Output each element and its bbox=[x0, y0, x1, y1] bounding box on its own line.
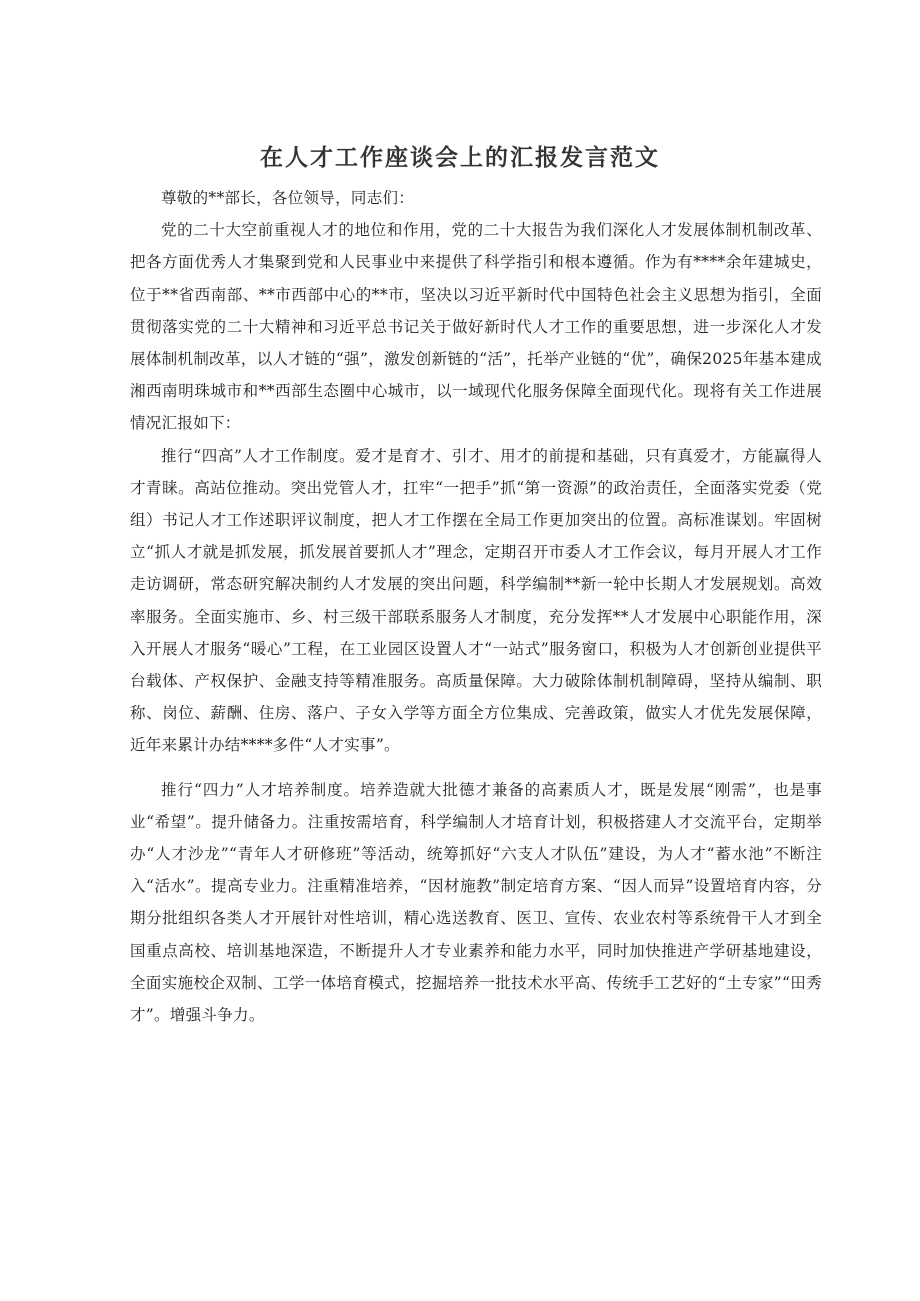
intro-paragraph: 党的二十大空前重视人才的地位和作用，党的二十大报告为我们深化人才发展体制机制改革、把各方面优秀人才集聚到党和人民事业中来提供了科学指引和根本遵循。作为有****余年建城史，位于**省西南部、**市西部中心的**市，坚决以习近平新时代中国特色社会主义思想为指引，全面贯彻落实党的二十大精神和习近平总书记关于做好新时代人才工作的重要思想，进一步深化人才发展体制机制改革，以人才链的“强”，激发创新链的“活”，托举产业链的“优”，确保2025年基本建成湘西南明珠城市和**西部生态圈中心城市，以一域现代化服务保障全面现代化。现将有关工作进展情况汇报如下： bbox=[130, 221, 822, 433]
document-title: 在人才工作座谈会上的汇报发言范文 bbox=[260, 144, 660, 172]
salutation-paragraph: 尊敬的**部长，各位领导，同志们： bbox=[161, 189, 415, 207]
document-body bbox=[130, 182, 822, 1031]
section-four-power-paragraph: 推行“四力”人才培养制度。培养造就大批德才兼备的高素质人才，既是发展“刚需”，也是事业“希望”。提升储备力。注重按需培育，科学编制人才培育计划，积极搭建人才交流平台，定期举办“人才沙龙”“青年人才研修班”等活动，统筹抓好“六支人才队伍”建设，为人才“蓄水池”不断注入“活水”。提高专业力。注重精准培养，“因材施教”制定培育方案、“因人而异”设置培育内容，分期分批组织各类人才开展针对性培训，精心选送教育、医卫、宣传、农业农村等系统骨干人才到全国重点高校、培训基地深造，不断提升人才专业素养和能力水平，同时加快推进产学研基地建设，全面实施校企双制、工学一体培育模式，挖掘培养一批技术水平高、传统手工艺好的“土专家”“田秀才”。增强斗争力。 bbox=[130, 780, 822, 1025]
section-four-high-paragraph: 推行“四高”人才工作制度。爱才是育才、引才、用才的前提和基础，只有真爱才，方能赢得人才青睐。高站位推动。突出党管人才，扛牢“一把手”抓“第一资源”的政治责任，全面落实党委（党组）书记人才工作述职评议制度，把人才工作摆在全局工作更加突出的位置。高标准谋划。牢固树立“抓人才就是抓发展，抓发展首要抓人才”理念，定期召开市委人才工作会议，每月开展人才工作走访调研，常态研究解决制约人才发展的突出问题，科学编制**新一轮中长期人才发展规划。高效率服务。全面实施市、乡、村三级干部联系服务人才制度，充分发挥**人才发展中心职能作用，深入开展人才服务“暖心”工程，在工业园区设置人才“一站式”服务窗口，积极为人才创新创业提供平台载体、产权保护、金融支持等精准服务。高质量保障。大力破除体制机制障碍，坚持从编制、职称、岗位、薪酬、住房、落户、子女入学等方面全方位集成、完善政策，做实人才优先发展保障，近年来累计办结****多件“人才实事”。 bbox=[130, 446, 822, 755]
